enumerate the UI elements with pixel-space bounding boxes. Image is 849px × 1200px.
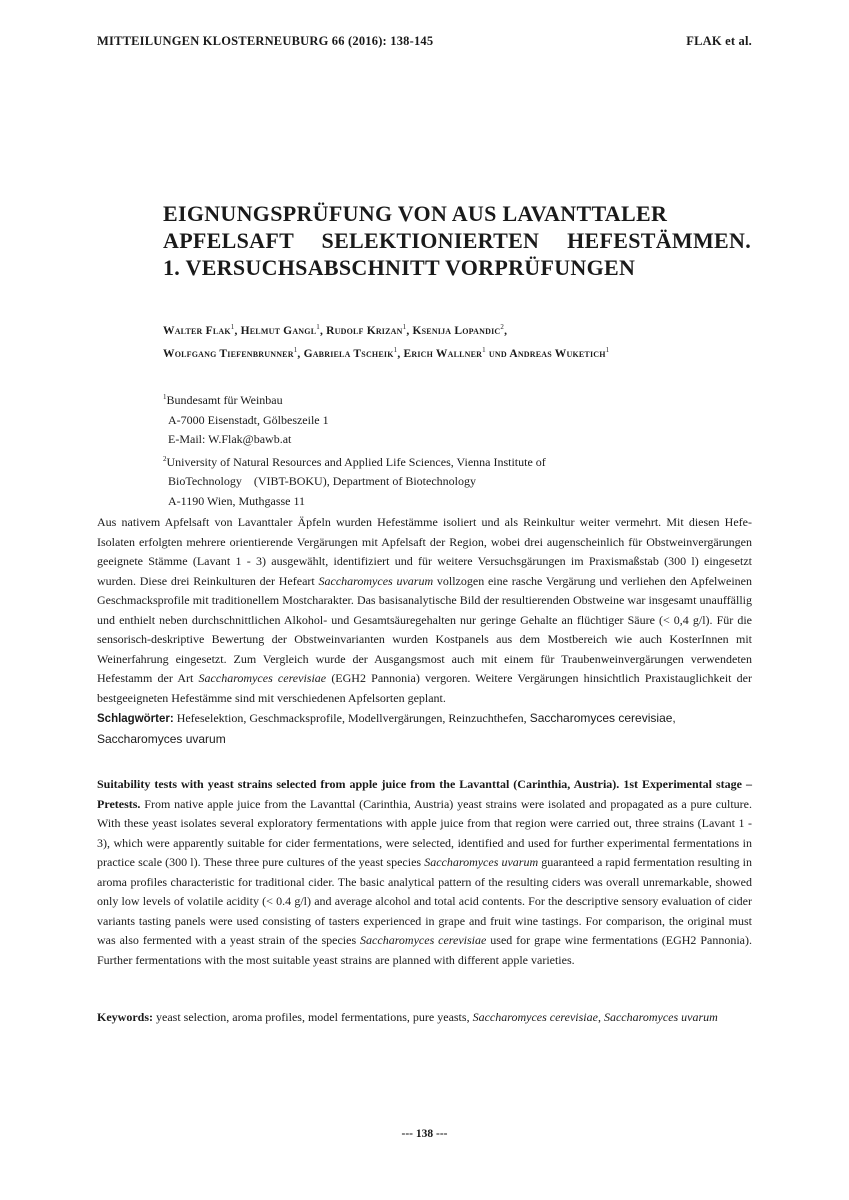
species-name: Saccharomyces uvarum (424, 855, 539, 869)
abstract-german-text: Aus nativem Apfelsaft von Lavanttaler Äpfeln wurden Hefestämme isoliert und als Reinkultur weiter vermehrt. Mit diesen Hefe-Isolaten erfolgten mehrere orientierende Vergärungen mit Apfelsaft der Region, wobei drei augenscheinlich für Obstweinvergärungen geeignete Stämme (Lavant 1 - 3) ausgewählt, identifiziert und für weitere Versuchsgärungen im Praxismaßstab (300 l) eingesetzt wurden. Diese drei Reinkulturen der Hefeart (97, 515, 752, 588)
journal-citation: MITTEILUNGEN KLOSTERNEUBURG 66 (2016): 138-145 (97, 34, 434, 48)
affiliations (163, 388, 723, 512)
keywords-german-terms: Hefeselektion, Geschmacksprofile, Modellvergärungen, Reinzuchthefen, (173, 711, 530, 725)
running-header (97, 34, 752, 49)
author-affiliation-mark: 1 (293, 345, 298, 354)
abstract-german-text: (EGH2 Pannonia) vergoren. Weitere Vergärungen hinsichtlich Praxistauglichkeit der bestgeeigneten Hefestämme sind mit verschiedenen Apfelsorten geplant. (97, 671, 753, 705)
header-authors: FLAK et al. (686, 34, 752, 48)
affiliation-2-address: A-1190 Wien, Muthgasse 11 (168, 493, 306, 508)
author-separator: und (485, 347, 510, 360)
abstract-english (97, 775, 752, 970)
abstract-english-text: From native apple juice from the Lavanttal (Carinthia, Austria) yeast strains were isolated and propagated as a pure culture. With these yeast isolates several exploratory fermentations with apple juice from that region were carried out, three strains (Lavant 1 - 3), which were apparently suitable for cider fermentations, were selected, identified and used for further experimental fermentations in practice scale (300 l). These three pure cultures of the yeast species (97, 796, 752, 869)
keywords-german (97, 709, 752, 749)
affiliation-2-name (163, 450, 723, 473)
author-line-2 (163, 341, 763, 364)
article-title (163, 200, 763, 281)
keywords-german-label: Schlagwörter: (97, 713, 174, 725)
author-name: Rudolf Krizan (326, 324, 403, 337)
affiliation-1-address: A-7000 Eisenstadt, Gölbeszeile 1 (168, 412, 329, 427)
abstract-english-lead: Suitability tests with yeast strains selected from apple juice from the Lavanttal (Carinthia, Austria). 1st Experimental stage – Pretests. (97, 777, 752, 811)
abstract-german (97, 513, 752, 708)
affiliation-1-name (163, 388, 723, 411)
page-number: --- 138 --- (401, 1128, 448, 1140)
author-name: Wolfgang Tiefenbrunner (163, 347, 294, 360)
keywords-english-latin: Saccharomyces cerevisiae (472, 1010, 598, 1024)
author-separator: , (234, 324, 241, 337)
title-line-3: 1. VERSUCHSABSCHNITT VORPRÜFUNGEN (163, 255, 636, 280)
author-affiliation-mark: 1 (230, 323, 235, 331)
author-separator: , (406, 324, 413, 337)
author-name: Gabriela Tscheik (303, 347, 394, 360)
author-affiliation-mark: 1 (402, 323, 407, 331)
keywords-english (97, 1008, 752, 1028)
keywords-english-label: Keywords: (97, 1010, 153, 1024)
author-affiliation-mark: 2 (500, 323, 505, 331)
affiliation-mark: 1 (163, 393, 167, 401)
author-list (163, 318, 763, 364)
abstract-english-text: guaranteed a rapid fermentation resulting in aroma profiles characteristic for traditional cider. The basic analytical pattern of the resulting ciders was overall unremarkable, showed only low levels of volatile acidity (< 0.4 g/l) and average alcohol and total acid contents. For the descriptive sensory evaluation of cider variants tasting panels were used consisting of tasters experienced in grape and fruit wine tastings. For comparison, the original must was also fermented with a yeast strain of the species (97, 855, 753, 947)
author-affiliation-mark: 1 (605, 345, 610, 354)
author-line-1 (163, 318, 763, 341)
author-name: Walter Flak (163, 324, 231, 337)
author-separator: , (397, 347, 404, 360)
title-line-1: EIGNUNGSPRÜFUNG VON AUS LAVANTTALER (163, 201, 668, 226)
keywords-german-latin: Saccharomyces cerevisiae, Saccharomyces uvarum (97, 711, 676, 746)
species-name: Saccharomyces cerevisiae (360, 933, 487, 947)
author-separator: , (319, 324, 327, 337)
author-name: Andreas Wuketich (509, 347, 606, 360)
keywords-english-sep: , (597, 1010, 604, 1024)
species-name: Saccharomyces cerevisiae (198, 671, 327, 685)
abstract-english-text: used for grape wine fermentations (EGH2 Pannonia). Further fermentations with the most suitable yeast strains are planned with different apple varieties. (97, 933, 752, 967)
species-name: Saccharomyces uvarum (318, 573, 434, 588)
author-name: Erich Wallner (403, 347, 483, 360)
author-affiliation-mark: 1 (393, 345, 398, 354)
author-separator: , (297, 347, 304, 360)
author-separator: , (504, 324, 508, 337)
affiliation-2-name-cont: BioTechnology (VIBT-BOKU), Department of Biotechnology (168, 474, 476, 489)
keywords-english-terms: yeast selection, aroma profiles, model fermentations, pure yeasts, (153, 1010, 473, 1024)
author-affiliation-mark: 1 (482, 345, 486, 354)
affiliation-mark: 2 (163, 454, 167, 463)
author-affiliation-mark: 1 (316, 323, 320, 331)
affiliation-1-email[interactable]: E-Mail: W.Flak@bawb.at (168, 432, 292, 447)
author-name: Ksenija Lopandic (412, 324, 501, 337)
keywords-english-latin: Saccharomyces uvarum (603, 1010, 718, 1024)
affiliation-1-name-text: Bundesamt für Weinbau (166, 393, 283, 407)
title-line-2: APFELSAFT SELEKTIONIERTEN HEFESTÄMMEN. (163, 228, 751, 253)
abstract-german-text: vollzogen eine rasche Vergärung und verliehen den Apfelweinen Geschmacksprofile mit traditionellem Mostcharakter. Das basisanalytische Bild der resultierenden Obstweine war insgesamt unauffällig und enthielt neben durchschnittlichen Alkohol- und Gesamtsäuregehalten nur geringe Gehalte an flüchtiger Säure (< 0,4 g/l). Für die sensorisch-deskriptive Bewertung der Obstweinvarianten wurden Kostpanels aus dem Mostbereich wie auch KosterInnen mit Weinerfahrung eingesetzt. Zum Vergleich wurde der Ausgangsmost auch mit einem für Traubenweinvergärungen verwendeten Hefestamm der Art (97, 573, 753, 685)
author-name: Helmut Gangl (240, 324, 317, 337)
affiliation-2-name-text: University of Natural Resources and Applied Life Sciences, Vienna Institute of (166, 454, 546, 469)
